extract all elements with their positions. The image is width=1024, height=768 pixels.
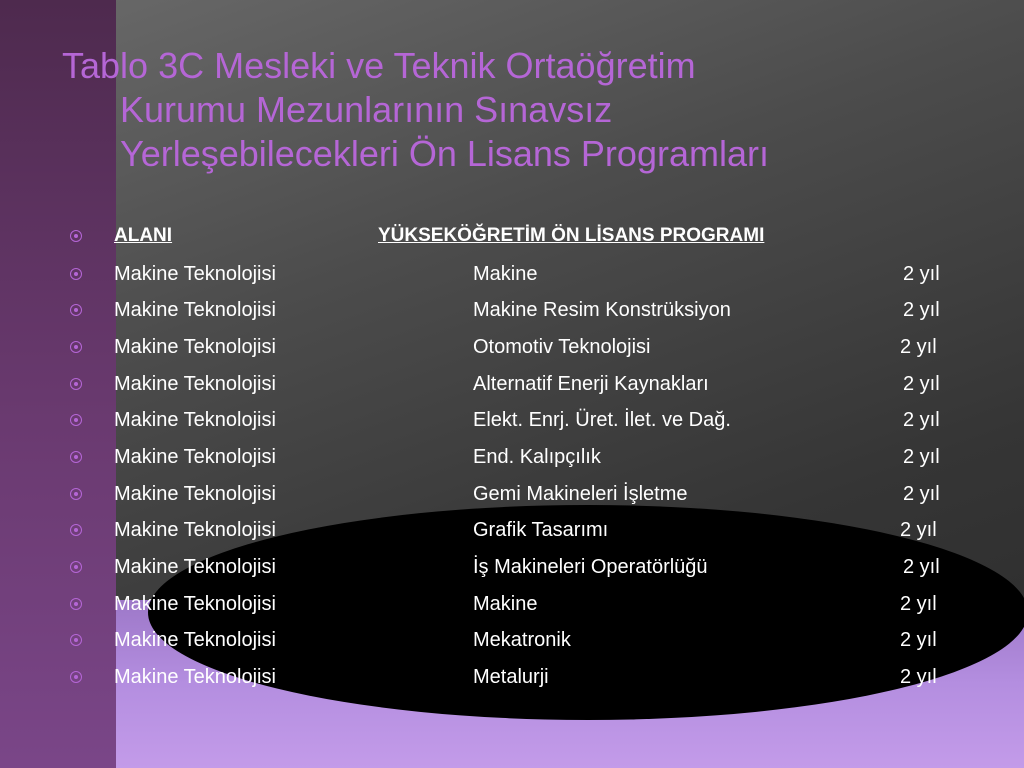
- item-area: Makine Teknolojisi: [114, 409, 276, 431]
- list-item: [0, 586, 1024, 622]
- item-program: Grafik Tasarımı: [473, 519, 609, 541]
- bullet-icon: [70, 268, 82, 280]
- list-item: [0, 366, 1024, 402]
- item-duration: 2 yıl: [903, 409, 940, 431]
- item-duration: 2 yıl: [900, 593, 937, 615]
- item-area: Makine Teknolojisi: [114, 629, 276, 651]
- bullet-icon: [70, 304, 82, 316]
- item-program: Mekatronik: [473, 629, 571, 651]
- item-duration: 2 yıl: [903, 483, 940, 505]
- bullet-icon: [70, 598, 82, 610]
- item-duration: 2 yıl: [903, 263, 940, 285]
- item-area: Makine Teknolojisi: [114, 373, 276, 395]
- list-item: [0, 549, 1024, 585]
- bullet-icon: [70, 671, 82, 683]
- header-program: YÜKSEKÖĞRETİM ÖN LİSANS PROGRAMI: [378, 225, 765, 246]
- item-area: Makine Teknolojisi: [114, 336, 276, 358]
- item-program: İş Makineleri Operatörlüğü: [473, 556, 708, 578]
- bullet-icon: [70, 488, 82, 500]
- list-item: [0, 476, 1024, 512]
- list-item: [0, 512, 1024, 548]
- item-duration: 2 yıl: [903, 556, 940, 578]
- item-program: Elekt. Enrj. Üret. İlet. ve Dağ.: [473, 409, 731, 431]
- slide-title: [62, 44, 962, 176]
- item-area: Makine Teknolojisi: [114, 666, 276, 688]
- list-header: [0, 218, 1024, 254]
- item-duration: 2 yıl: [903, 299, 940, 321]
- item-program: Gemi Makineleri İşletme: [473, 483, 688, 505]
- bullet-icon: [70, 230, 82, 242]
- item-area: Makine Teknolojisi: [114, 519, 276, 541]
- item-program: Otomotiv Teknolojisi: [473, 336, 651, 358]
- item-duration: 2 yıl: [900, 666, 937, 688]
- item-area: Makine Teknolojisi: [114, 263, 276, 285]
- item-area: Makine Teknolojisi: [114, 556, 276, 578]
- bullet-icon: [70, 524, 82, 536]
- bullet-icon: [70, 341, 82, 353]
- bullet-icon: [70, 451, 82, 463]
- list-item: [0, 622, 1024, 658]
- item-program: Makine Resim Konstrüksiyon: [473, 299, 731, 321]
- list-item: [0, 292, 1024, 328]
- item-area: Makine Teknolojisi: [114, 483, 276, 505]
- item-duration: 2 yıl: [900, 519, 937, 541]
- list-item: [0, 439, 1024, 475]
- list-item: [0, 402, 1024, 438]
- bullet-icon: [70, 414, 82, 426]
- list-item: [0, 256, 1024, 292]
- title-line-3: Yerleşebilecekleri Ön Lisans Programları: [120, 133, 769, 174]
- item-duration: 2 yıl: [903, 446, 940, 468]
- item-area: Makine Teknolojisi: [114, 446, 276, 468]
- bullet-icon: [70, 378, 82, 390]
- list-item: [0, 659, 1024, 695]
- item-program: Makine: [473, 593, 538, 615]
- item-program: Makine: [473, 263, 538, 285]
- header-area: ALANI: [114, 225, 173, 246]
- item-program: End. Kalıpçılık: [473, 446, 601, 468]
- list-item: [0, 329, 1024, 365]
- item-program: Alternatif Enerji Kaynakları: [473, 373, 709, 395]
- item-duration: 2 yıl: [903, 373, 940, 395]
- bullet-icon: [70, 634, 82, 646]
- item-duration: 2 yıl: [900, 336, 937, 358]
- item-area: Makine Teknolojisi: [114, 593, 276, 615]
- title-line-2: Kurumu Mezunlarının Sınavsız: [120, 89, 613, 130]
- item-area: Makine Teknolojisi: [114, 299, 276, 321]
- title-line-1: Tablo 3C Mesleki ve Teknik Ortaöğretim: [62, 45, 696, 86]
- bullet-icon: [70, 561, 82, 573]
- item-program: Metalurji: [473, 666, 549, 688]
- item-duration: 2 yıl: [900, 629, 937, 651]
